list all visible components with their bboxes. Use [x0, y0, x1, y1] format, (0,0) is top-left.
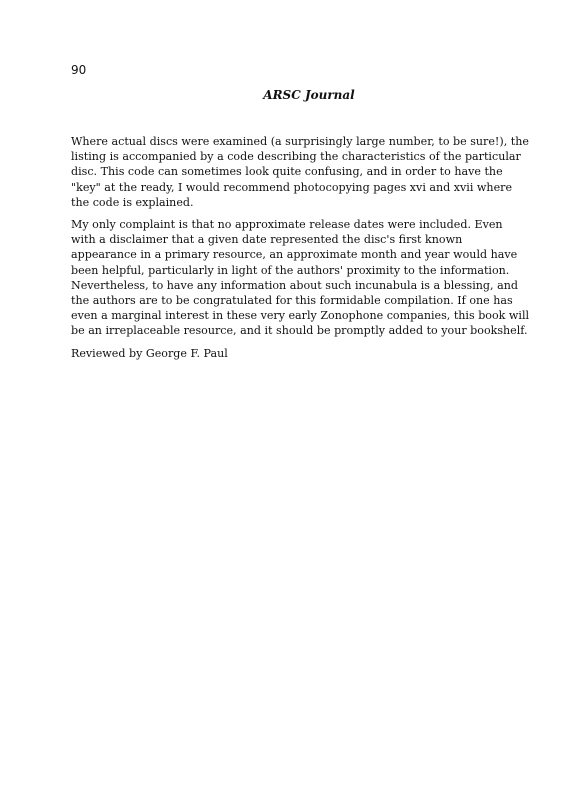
text-line: Nevertheless, to have any information about such incunabula is a blessing, and: [71, 278, 518, 292]
reviewer-credit: [71, 346, 531, 361]
text-line: be an irreplaceable resource, and it should be promptly added to your bookshelf.: [71, 324, 528, 338]
paragraph-complaint: [71, 217, 531, 339]
text-line: the authors are to be congratulated for this formidable compilation. If one has: [71, 294, 513, 308]
review-body: [71, 134, 531, 368]
text-line: the code is explained.: [71, 195, 194, 209]
text-line: My only complaint is that no approximate release dates were included. Even: [71, 218, 503, 232]
text-line: Reviewed by George F. Paul: [71, 346, 228, 360]
text-line: even a marginal interest in these very early Zonophone companies, this book will: [71, 309, 530, 323]
text-line: listing is accompanied by a code describing the characteristics of the particular: [71, 150, 521, 164]
text-line: been helpful, particularly in light of the authors' proximity to the information.: [71, 263, 510, 277]
text-line: with a disclaimer that a given date represented the disc's first known: [71, 233, 463, 247]
page-number: 90: [71, 63, 87, 77]
text-line: appearance in a primary resource, an approximate month and year would have: [71, 248, 518, 262]
text-line: "key" at the ready, I would recommend photocopying pages xvi and xvii where: [71, 180, 513, 194]
text-line: disc. This code can sometimes look quite confusing, and in order to have the: [71, 165, 503, 179]
text-line: Where actual discs were examined (a surprisingly large number, to be sure!), the: [71, 135, 529, 148]
running-head: ARSC Journal: [263, 88, 355, 102]
paragraph-code-description: [71, 134, 531, 210]
